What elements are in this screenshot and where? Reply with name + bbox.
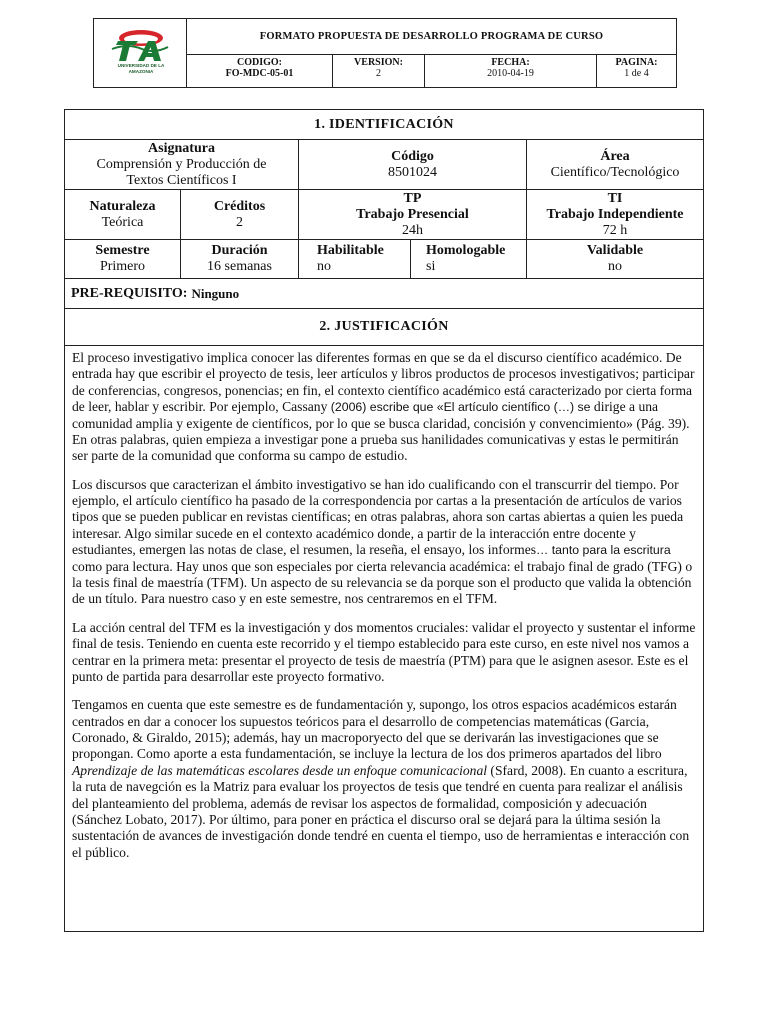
section-heading-identificacion: 1. IDENTIFICACIÓN (65, 110, 703, 140)
paragraph-3: La acción central del TFM es la investigación y dos momentos cruciales: validar el proyecto y sustentar el informe final de tesis. Teniendo en cuenta este recorrido y el tiempo establecido para este curso, en este nivel nos vamos a centrar en la primera meta: presentar el proyecto de tesis de maestría (PTM) para que le asignen asesor. Este es el punto de partida para desarrollar este proyecto formativo. (72, 619, 696, 684)
paragraph-2: Los discursos que caracterizan el ámbito investigativo se han ido cualificando con el transcurrir del tiempo. Por ejemplo, el artículo científico ha pasado de la correspondencia por cartas a la presentación de artículos de varios tipos que se pueden publicar en revistas científicas; en otras palabras, ahora son cartas abiertas a quien les pueda interesar. Algo similar sucede en el contexto académico donde, a partir de la interacción entre docente y estudiantes, emergen las notas de clase, el resumen, la reseña, el ensayo, los informes… tanto para la escritura como para lectura. Hay unos que son especiales por cierta relevancia académica: el trabajo final de grado (TFG) o la tesis final de maestría (TFM). Un aspecto de su relevancia se da porque son el producto que valida la obtención de un título. Para nuestro caso y en este semestre, nos centraremos en el TFM. (72, 476, 693, 607)
cell-codigo: Código 8501024 (299, 140, 527, 189)
section-heading-justificacion: 2. JUSTIFICACIÓN (65, 309, 703, 346)
cell-semestre: Semestre Primero (65, 240, 181, 278)
cell-creditos: Créditos 2 (181, 190, 299, 239)
cell-validable: Validable no (586, 243, 644, 274)
row-semestre (65, 240, 703, 279)
logo-cell (94, 19, 187, 87)
form-meta (187, 55, 676, 87)
cell-homologable: Homologable si (411, 240, 527, 278)
paragraph-1: El proceso investigativo implica conocer las diferentes formas en que se da el discurso científico académico. De entrada hay que escribir el proyecto de tesis, leer artículos y libros productos de procesos investigativos; participar de conferencias, congresos, ponencias; en fin, el contexto científico académico está caracterizado por cierta forma de leer, hablar y escribir. Por ejemplo, Cassany (2006) escribe que «El artículo científico (…) se dirige a una comunidad amplia y exigente de científicos, por lo que se busca claridad, concisión y convencimiento» (Pág. 39). En otras palabras, quien empieza a investigar pone a prueba sus hanilidades comunicativas y estas le permitirán ser parte de la comunidad que conforma su campo de estudio. (72, 350, 695, 464)
document-header (93, 18, 677, 88)
meta-pagina: PAGINA: 1 de 4 (615, 57, 658, 79)
cell-duracion: Duración 16 semanas (181, 240, 299, 278)
cell-habilitable: Habilitable no (299, 240, 411, 278)
paragraph-4: Tengamos en cuenta que este semestre es de fundamentación y, supongo, los otros espacios académicos estarán centrados en dar a conocer los supuestos teóricos para el desarrollo de competencias matemáticas (Garcia, Coronado, & Giraldo, 2015); además, hay un macroporyecto del que se derivarán las investigaciones que se propongan. Como aporte a esta fundamentación, se incluye la lectura de los dos primeros apartados del libro Aprendizaje de las matemáticas escolares desde un enfoque comunicacional (Sfard, 2008). En cuanto a escritura, la ruta de navegción es la Matriz para evaluar los proyectos de tesis que tendré en cuenta para realizar el análisis del planteamiento del problema, además de revisar los aspectos de formalidad, composición y adecuación (Sánchez Lobato, 2017). Por último, para poner en práctica el discurso oral se dejará para la última sesión la sustentación de avances de investigación donde tendré en cuenta el tiempo, uso de herramientas e interacción con el público. (72, 697, 690, 860)
cell-trabajo-independiente: TI Trabajo Independiente 72 h (546, 190, 684, 238)
justificacion-text (65, 348, 703, 873)
meta-fecha: FECHA: 2010-04-19 (425, 55, 597, 87)
course-table (64, 109, 704, 932)
meta-version: VERSION: 2 (333, 55, 425, 87)
form-title: FORMATO PROPUESTA DE DESARROLLO PROGRAMA DE CURSO (187, 19, 676, 55)
cell-naturaleza: Naturaleza Teórica (65, 190, 181, 239)
meta-codigo: CODIGO: FO-MDC-05-01 (187, 55, 333, 87)
row-prerequisito: PRE-REQUISITO: Ninguno (65, 279, 703, 309)
cell-trabajo-presencial: TP Trabajo Presencial 24h (299, 190, 527, 239)
row-naturaleza (65, 190, 703, 240)
cell-area: Área Científico/Tecnológico (550, 148, 680, 180)
cell-asignatura: Asignatura Comprensión y Producción de Textos Científicos I (65, 140, 299, 189)
university-logo-icon (108, 27, 172, 63)
logo-text: UNIVERSIDAD DE LA AMAZONIA (117, 63, 165, 74)
row-asignatura (65, 140, 703, 190)
